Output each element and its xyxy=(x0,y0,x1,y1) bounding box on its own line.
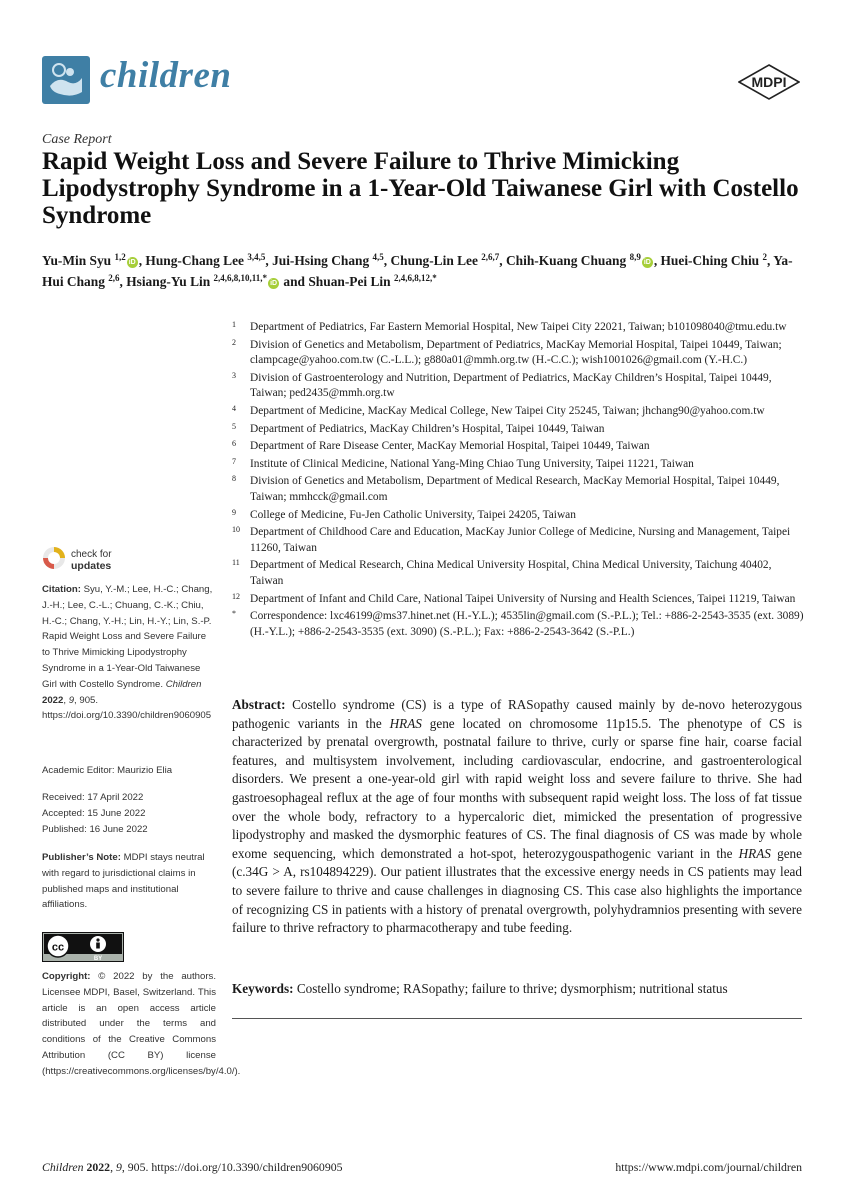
affiliation-item xyxy=(232,439,807,455)
abstract-text-3: gene (c.34G > A, rs104894229). Our patient illustrates that the excessive energy needs in CS patients may lead to severe failure to thrive and cause challenges in diagnosing CS. This case also highlights the importance of recognizing CS in patients with a history of prenatal overgrowth, polyhydramnios presenting with severe failure to thrive refractory to pharmacotherapy and tube feeding. xyxy=(232,845,802,936)
affiliation-number: 3 xyxy=(232,370,236,380)
author[interactable]: Huei-Ching Chiu xyxy=(660,253,760,268)
footer-doi: , 905. https://doi.org/10.3390/children9060905 xyxy=(121,1160,343,1174)
accepted-date: Accepted: 15 June 2022 xyxy=(42,807,146,819)
note-label: Publisher’s Note: xyxy=(42,852,121,863)
citation-doi[interactable]: , 905. https://doi.org/10.3390/children9060905 xyxy=(42,694,212,722)
mdpi-logo-icon[interactable] xyxy=(738,64,800,100)
article-type: Case Report xyxy=(42,132,112,147)
check-for-updates-button[interactable] xyxy=(42,546,152,572)
affiliation-number: * xyxy=(232,609,236,619)
affiliation-number: 12 xyxy=(232,591,240,601)
author-affiliation-marks: 1,2 xyxy=(114,252,126,262)
cc-by-label: BY xyxy=(93,956,103,962)
author-affiliation-marks: 3,4,5 xyxy=(247,252,266,262)
author[interactable]: Hung-Chang Lee xyxy=(145,253,244,268)
abstract-gene-2: HRAS xyxy=(738,845,771,861)
published-date: Published: 16 June 2022 xyxy=(42,823,148,835)
author[interactable]: Chung-Lin Lee xyxy=(390,253,478,268)
citation-label: Citation: xyxy=(42,584,81,595)
affiliation-item xyxy=(232,558,807,589)
author-affiliation-marks: 4,5 xyxy=(372,252,384,262)
affiliation-text: Department of Rare Disease Center, MacKay Memorial Hospital, Taipei 10449, Taiwan xyxy=(250,440,650,453)
footer-sep: , xyxy=(110,1160,116,1174)
affiliation-text: Correspondence: lxc46199@ms37.hinet.net (H.-Y.L.); 4535lin@gmail.com (S.-P.L.); Tel.: +886-2-2543-3535 (ext. 3089) (H.-Y.L.); +886-2-2543-3535 (ext. 3090) (S.-P.L.); Fax: +886-2-2543-3642 (S.-P.L.) xyxy=(250,610,804,638)
affiliation-number: 6 xyxy=(232,439,236,449)
publishers-note xyxy=(42,850,216,913)
affiliation-item xyxy=(232,609,807,640)
check-updates-line2: updates xyxy=(71,560,112,572)
author-list xyxy=(42,250,802,292)
affiliation-number: 2 xyxy=(232,337,236,347)
author[interactable]: Jui-Hsing Chang xyxy=(272,253,370,268)
affiliation-item xyxy=(232,320,807,336)
author-affiliation-marks: 8,9 xyxy=(629,252,641,262)
affiliation-number: 8 xyxy=(232,474,236,484)
citation-year: 2022 xyxy=(42,694,64,706)
orcid-icon[interactable]: iD xyxy=(643,259,651,266)
affiliation-item xyxy=(232,457,807,473)
copyright-label: Copyright: xyxy=(42,971,91,982)
author-separator: , xyxy=(653,253,661,268)
author-affiliation-marks: 2,4,6,8,10,11,* xyxy=(213,273,268,283)
author-affiliation-marks: 2,6 xyxy=(108,273,120,283)
author-affiliation-marks: 2 xyxy=(762,252,767,262)
author[interactable]: Shuan-Pei Lin xyxy=(308,274,391,289)
article-title: Rapid Weight Loss and Severe Failure to Thrive Mimicking Lipodystrophy Syndrome in a 1-Year-Old Taiwanese Girl with Costello Syndrome xyxy=(42,148,799,229)
affiliation-item xyxy=(232,371,807,402)
publisher-label: MDPI xyxy=(751,74,787,90)
orcid-icon[interactable]: iD xyxy=(270,280,278,287)
publication-dates xyxy=(42,790,216,837)
abstract-text-2: gene located on chromosome 11p15.5. The phenotype of CS is characterized by prenatal overgrowth, postnatal failure to thrive, curly or sparse fine hair, coarse facial features, and multisystem involvement, including cardiovascular, endocrine, and gastroenterological disorders. We present a one-year-old girl with rapid weight loss and severe failure to thrive. She had gastroesophageal reflux at the age of four months with subsequent rapid weight loss. The loss of fat tissue over the whole body, refractory to a hypercaloric diet, mimicked the presentation of progressive lipodystrophy and masked the dysmorphic features of CS. The final diagnosis of CS was made by whole exome sequencing, which demonstrated a hot-spot, heterozygouspathogenic variant in the xyxy=(232,715,802,861)
copyright-notice xyxy=(42,969,241,1080)
author-separator: , xyxy=(119,274,127,289)
affiliation-number: 11 xyxy=(232,558,240,568)
affiliation-text: Department of Childhood Care and Education, MacKay Junior College of Medicine, Nursing and Management, Taipei 11260, Taiwan xyxy=(250,526,791,554)
affiliation-number: 10 xyxy=(232,525,240,535)
affiliation-text: Department of Infant and Child Care, National Taipei University of Nursing and Health Sciences, Taipei 11219, Taiwan xyxy=(250,592,796,605)
author-affiliation-marks: 2,4,6,8,12,* xyxy=(393,273,437,283)
affiliation-text: Institute of Clinical Medicine, National Yang-Ming Chiao Tung University, Taipei 11221, Taiwan xyxy=(250,457,694,470)
affiliation-item xyxy=(232,338,807,369)
affiliation-text: Division of Genetics and Metabolism, Department of Medical Research, MacKay Memorial Hospital, Taipei 10449, Taiwan; mmhcck@gmail.com xyxy=(250,475,780,503)
author[interactable]: Hsiang-Yu Lin xyxy=(126,274,211,289)
abstract-label: Abstract: xyxy=(232,697,286,712)
author-separator: , xyxy=(499,253,506,268)
keywords-text: Costello syndrome; RASopathy; failure to thrive; dysmorphism; nutritional status xyxy=(293,981,728,996)
affiliation-item xyxy=(232,422,807,438)
affiliation-number: 1 xyxy=(232,320,236,329)
affiliation-number: 9 xyxy=(232,507,236,517)
author-separator: , xyxy=(138,253,146,268)
affiliation-item xyxy=(232,474,807,505)
footer-volume: 9 xyxy=(115,1160,122,1174)
affiliation-text: Department of Medical Research, China Medical University Hospital, China Medical University, Taichung 40402, Taiwan xyxy=(250,559,772,587)
orcid-icon[interactable]: iD xyxy=(128,259,136,266)
affiliation-number: 5 xyxy=(232,421,236,431)
author-affiliation-marks: 2,6,7 xyxy=(481,252,500,262)
affiliation-text: College of Medicine, Fu-Jen Catholic University, Taipei 24205, Taiwan xyxy=(250,508,576,521)
citation-journal: Children xyxy=(165,678,202,690)
footer-journal: Children xyxy=(42,1160,84,1174)
affiliation-text: Division of Genetics and Metabolism, Department of Pediatrics, MacKay Memorial Hospital, Taipei 10449, Taiwan; clampcage@yahoo.com.tw (C.-L.L.); g880a01@mmh.org.tw (H.-C.C.); wish1001026@gmail.com (Y.-H.C.) xyxy=(250,338,782,367)
received-date: Received: 17 April 2022 xyxy=(42,792,144,803)
affiliation-item xyxy=(232,404,807,420)
affiliation-item xyxy=(232,525,807,556)
author[interactable]: Yu-Min Syu xyxy=(42,253,112,268)
abstract xyxy=(232,696,802,938)
author-separator: and xyxy=(280,274,309,289)
journal-logo-icon xyxy=(42,56,90,104)
citation-volume: 9 xyxy=(68,694,75,706)
citation-text: Syu, Y.-M.; Lee, H.-C.; Chang, J.-H.; Lee, C.-L.; Chuang, C.-K.; Chiu, H.-C.; Chang, Y.-H.; Lin, H.-Y.; Lin, S.-P. Rapid Weight Loss and Severe Failure to Thrive Mimicking Lipodystrophy Syndrome in a 1-Year-Old Taiwanese Girl with Costello Syndrome. xyxy=(42,584,213,690)
affiliation-text: Department of Pediatrics, MacKay Children’s Hospital, Taipei 10449, Taiwan xyxy=(250,422,605,435)
check-updates-line1: check for xyxy=(71,549,112,560)
affiliation-text: Division of Gastroenterology and Nutrition, Department of Pediatrics, MacKay Children’s Hospital, Taipei 10449, Taiwan; ped2435@mmh.org.tw xyxy=(250,371,772,400)
abstract-divider xyxy=(232,1018,802,1019)
author-separator: , xyxy=(766,253,774,268)
citation-sep: , xyxy=(63,694,69,706)
affiliation-item xyxy=(232,508,807,524)
affiliation-text: Department of Pediatrics, Far Eastern Memorial Hospital, New Taipei City 22021, Taiwan; b101098040@tmu.edu.tw xyxy=(250,321,787,333)
check-updates-icon xyxy=(42,546,66,570)
cc-by-license-icon[interactable] xyxy=(42,932,124,962)
journal-name: children xyxy=(100,55,232,96)
note-text: MDPI stays neutral with regard to jurisdictional claims in published maps and institutional affiliations. xyxy=(42,852,205,911)
author[interactable]: Ya-Hui Chang xyxy=(42,253,793,289)
author-separator: , xyxy=(265,253,273,268)
affiliation-list xyxy=(232,320,807,642)
keywords xyxy=(232,980,802,998)
affiliation-number: 4 xyxy=(232,403,236,413)
author[interactable]: Chih-Kuang Chuang xyxy=(506,253,627,268)
affiliation-item xyxy=(232,592,807,608)
citation-block xyxy=(42,582,216,724)
affiliation-number: 7 xyxy=(232,456,236,466)
affiliation-text: Department of Medicine, MacKay Medical College, New Taipei City 25245, Taiwan; jhchang90@yahoo.com.tw xyxy=(250,404,765,417)
abstract-text-1: Costello syndrome (CS) is a type of RASopathy caused mainly by de-novo heterozygous pathogenic variants in the xyxy=(232,697,802,731)
svg-text:cc: cc xyxy=(51,941,65,954)
copyright-text: © 2022 by the authors. Licensee MDPI, Basel, Switzerland. This article is an open access article distributed under the terms and conditions of the Creative Commons Attribution (CC BY) license (https://creativecommons.org/licenses/by/4.0/). xyxy=(42,971,241,1077)
academic-editor: Academic Editor: Maurizio Elia xyxy=(42,765,173,776)
abstract-gene-1: HRAS xyxy=(389,715,422,731)
author-separator: , xyxy=(383,253,391,268)
footer-journal-url[interactable]: https://www.mdpi.com/journal/children xyxy=(615,1160,802,1174)
footer-year: 2022 xyxy=(83,1160,111,1174)
footer-citation[interactable] xyxy=(42,1160,343,1175)
keywords-label: Keywords: xyxy=(232,981,294,996)
